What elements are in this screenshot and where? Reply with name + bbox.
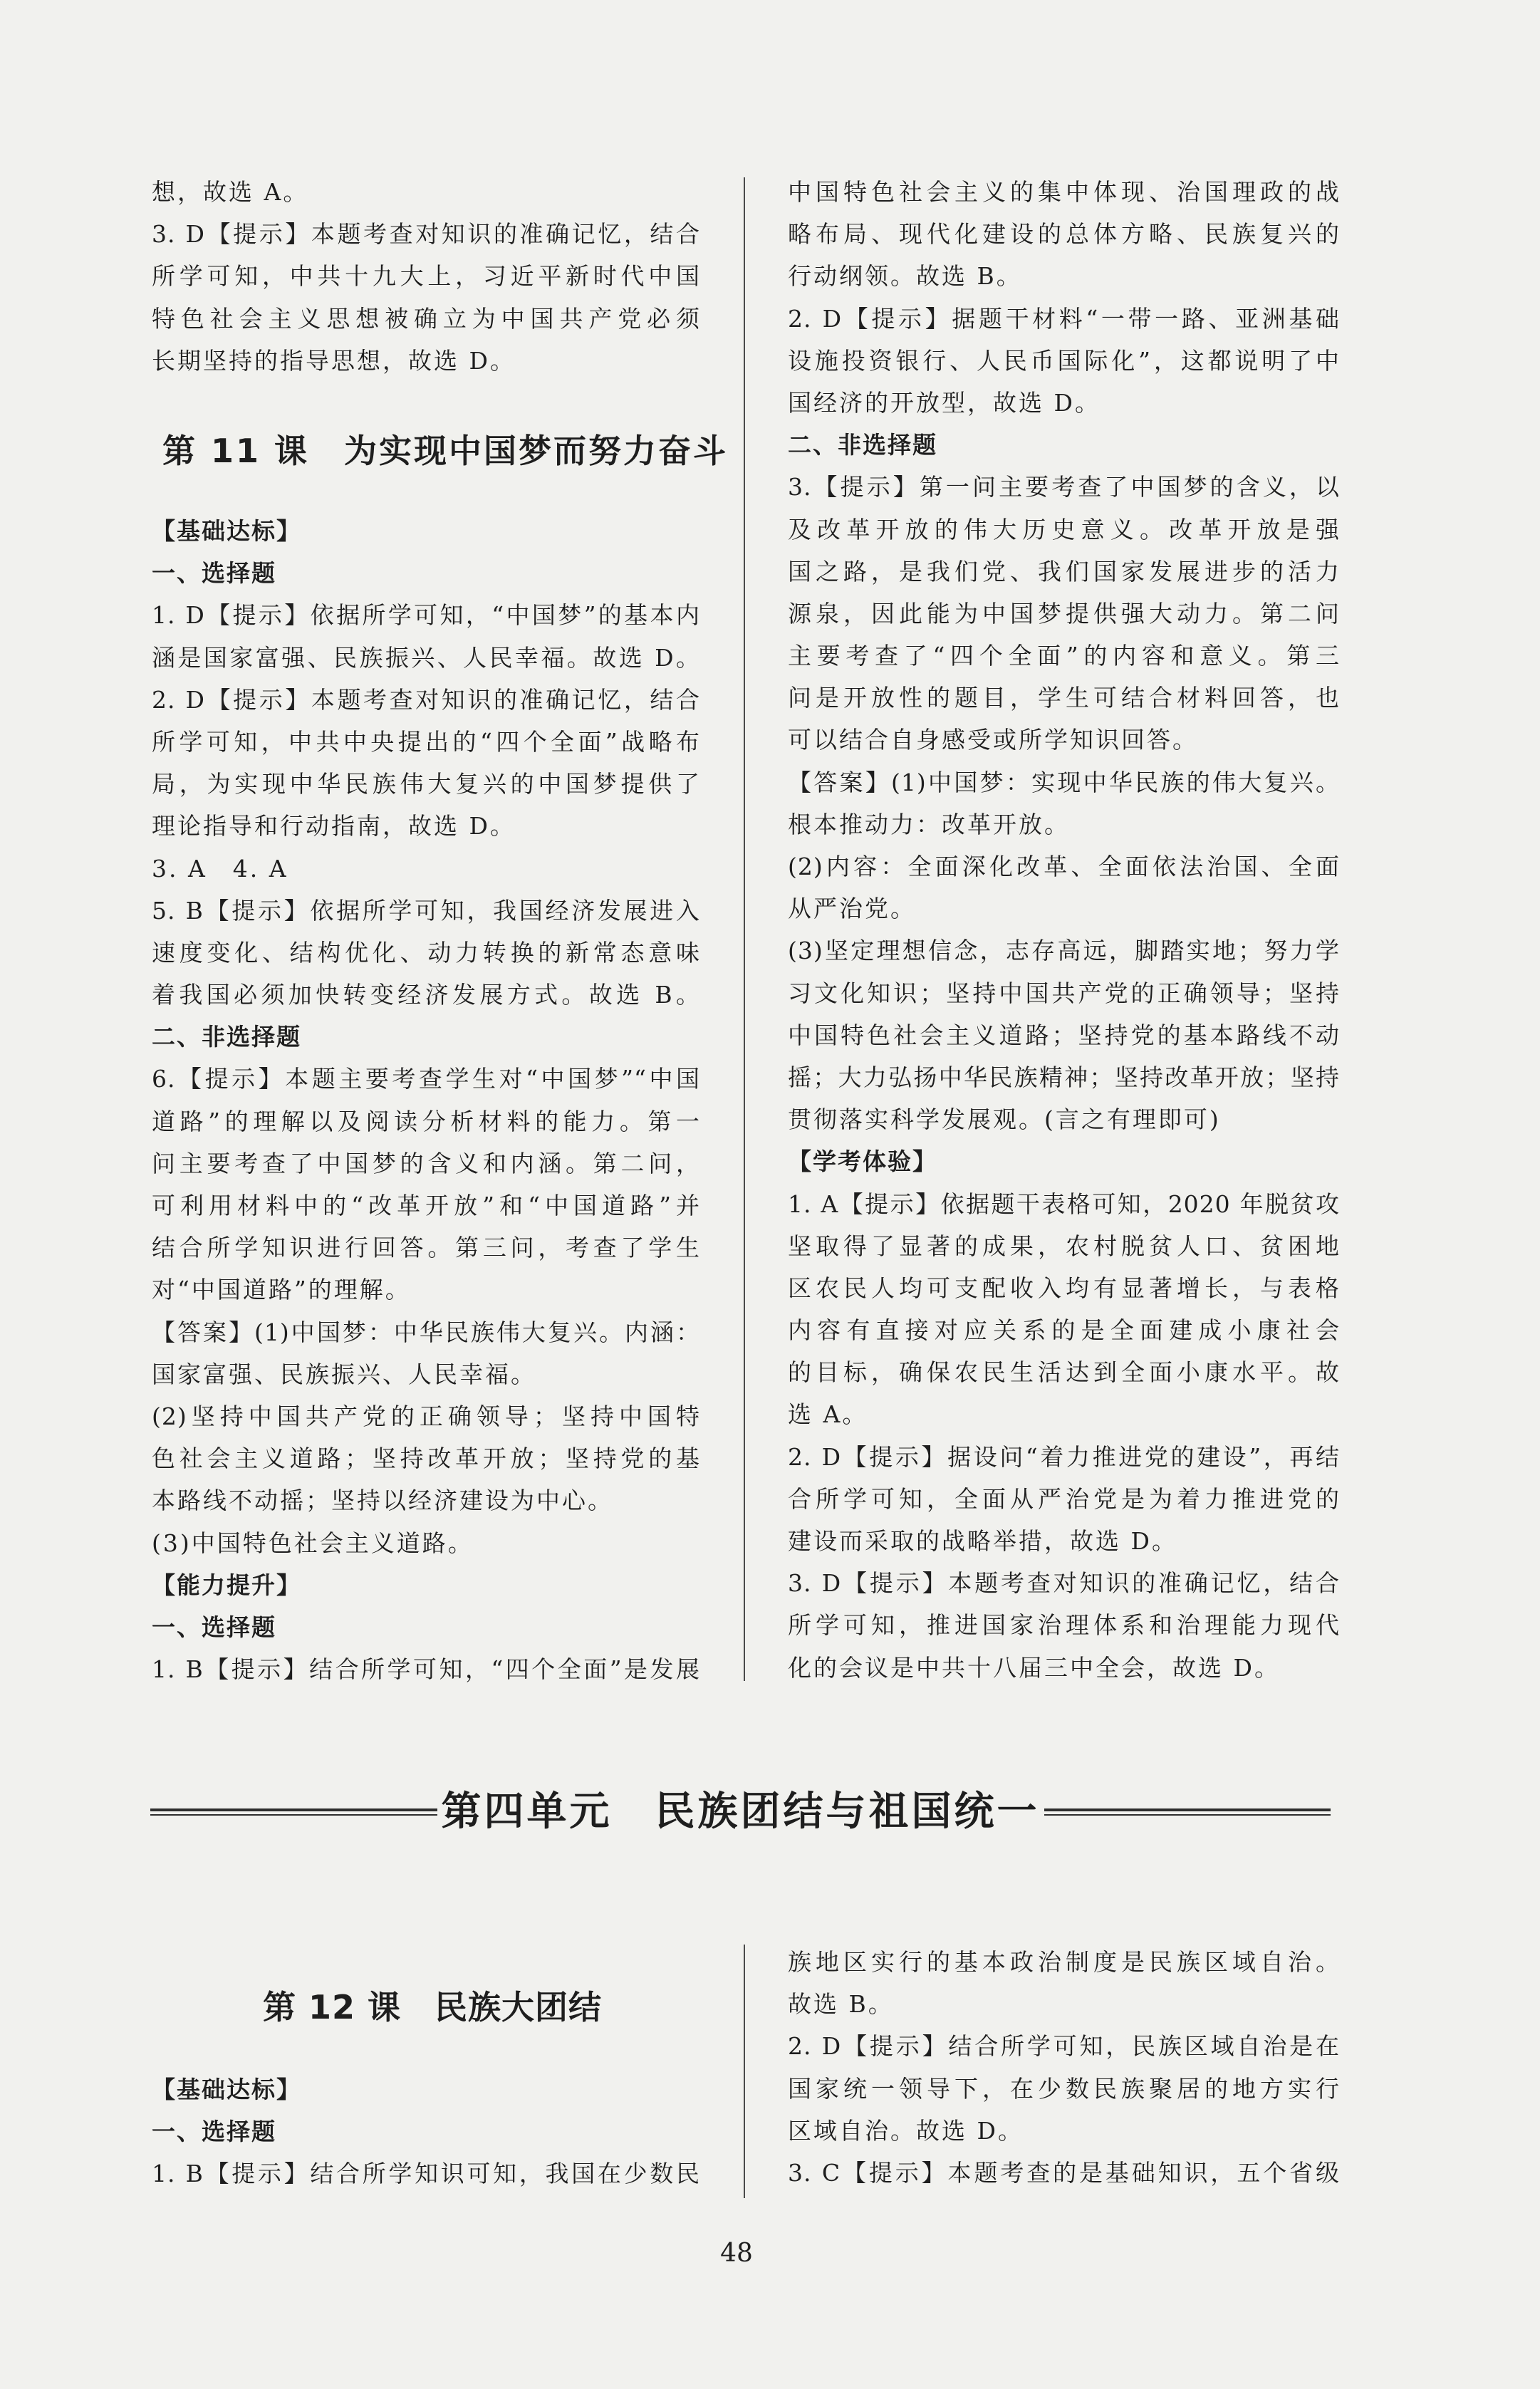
- answer-line: 所学可知，中共中央提出的“四个全面”战略布: [152, 727, 700, 756]
- answer-line: 3. D【提示】本题考查对知识的准确记忆，结合: [152, 220, 700, 249]
- top-left-column-continued: [152, 171, 700, 382]
- answer-line: 2. D【提示】据题干材料“一带一路、亚洲基础: [788, 304, 1340, 333]
- answer-line: 问是开放性的题目，学生可结合材料回答，也: [788, 684, 1340, 712]
- answer-line: 结合所学知识进行回答。第三问，考查了学生: [152, 1234, 700, 1262]
- answer-line: 根本推动力：改革开放。: [788, 810, 1070, 838]
- answer-line: (3)坚定理想信念，志存高远，脚踏实地；努力学: [788, 937, 1340, 965]
- answer-line: 习文化知识；坚持中国共产党的正确领导；坚持: [788, 979, 1340, 1007]
- answer-line: 选 A。: [788, 1400, 868, 1429]
- answer-line: 国经济的开放型，故选 D。: [788, 388, 1101, 417]
- answer-line: 建设而采取的战略举措，故选 D。: [788, 1527, 1177, 1555]
- answer-line: 贯彻落实科学发展观。(言之有理即可): [788, 1105, 1221, 1134]
- top-left-column-lesson-11: [152, 510, 700, 1690]
- answer-line: 国家富强、民族振兴、人民幸福。: [152, 1360, 536, 1388]
- column-divider: [744, 1945, 745, 2198]
- section-label: 一、选择题: [152, 559, 276, 588]
- top-right-column: [788, 171, 1340, 1689]
- answer-line: 1. D【提示】依据所学可知，“中国梦”的基本内: [152, 601, 700, 630]
- answer-line: 设施投资银行、人民币国际化”，这都说明了中: [788, 346, 1340, 375]
- answer-line: 国家统一领导下，在少数民族聚居的地方实行: [788, 2074, 1340, 2103]
- answer-line: 及改革开放的伟大历史意义。改革开放是强: [788, 515, 1340, 543]
- answer-line: 局，为实现中华民族伟大复兴的中国梦提供了: [152, 770, 700, 798]
- answer-line: 摇；大力弘扬中华民族精神；坚持改革开放；坚持: [788, 1063, 1340, 1091]
- answer-line: 涵是国家富强、民族振兴、人民幸福。故选 D。: [152, 643, 700, 672]
- answer-line: (2)内容：全面深化改革、全面依法治国、全面: [788, 853, 1340, 880]
- page-number: 48: [720, 2239, 753, 2268]
- unit-banner-title: 第四单元 民族团结与祖国统一: [441, 1789, 1040, 1835]
- answer-line: 所学可知，中共十九大上，习近平新时代中国: [152, 262, 700, 291]
- answer-line: 本路线不动摇；坚持以经济建设为中心。: [152, 1487, 613, 1515]
- answer-line: 源泉，因此能为中国梦提供强大动力。第二问: [788, 599, 1340, 628]
- answer-line: (2)坚持中国共产党的正确领导；坚持中国特: [152, 1402, 700, 1430]
- answer-line: 对“中国道路”的理解。: [152, 1276, 411, 1304]
- answer-line: 3.【提示】第一问主要考查了中国梦的含义，以: [788, 473, 1340, 501]
- answer-line: 的目标，确保农民生活达到全面小康水平。故: [788, 1358, 1340, 1387]
- section-label: 一、选择题: [152, 1613, 276, 1641]
- answer-line: 特色社会主义思想被确立为中国共产党必须: [152, 304, 700, 333]
- section-label: 【基础达标】: [152, 517, 301, 545]
- section-label: 【能力提升】: [152, 1571, 301, 1599]
- answer-line: 2. D【提示】结合所学可知，民族区域自治是在: [788, 2032, 1340, 2061]
- answer-line: 故选 B。: [788, 1990, 894, 2019]
- section-label: 一、选择题: [152, 2118, 276, 2146]
- answer-line: 从严治党。: [788, 895, 916, 923]
- answer-line: 2. D【提示】本题考查对知识的准确记忆，结合: [152, 685, 700, 714]
- answer-line: 6.【提示】本题主要考查学生对“中国梦”“中国: [152, 1065, 700, 1093]
- banner-rule-right: [1044, 1808, 1331, 1816]
- answer-line: 中国特色社会主义道路；坚持党的基本路线不动: [788, 1021, 1340, 1049]
- answer-line: 2. D【提示】据设问“着力推进党的建设”，再结: [788, 1442, 1340, 1471]
- banner-rule-left: [150, 1808, 437, 1816]
- answer-line: 想，故选 A。: [152, 178, 309, 206]
- answer-line: 内容有直接对应关系的是全面建成小康社会: [788, 1316, 1340, 1345]
- answer-line: 【答案】(1)中国梦：中华民族伟大复兴。内涵：: [152, 1318, 700, 1346]
- answer-line: 所学可知，推进国家治理体系和治理能力现代: [788, 1611, 1340, 1640]
- section-label: 二、非选择题: [152, 1023, 301, 1051]
- answer-line: 3. D【提示】本题考查对知识的准确记忆，结合: [788, 1569, 1340, 1598]
- bottom-left-column: [152, 2068, 700, 2195]
- answer-line: 3. A 4. A: [152, 854, 288, 883]
- answer-line: 主要考查了“四个全面”的内容和意义。第三: [788, 642, 1340, 670]
- answer-line: 5. B【提示】依据所学可知，我国经济发展进入: [152, 896, 700, 925]
- answer-line: 色社会主义道路；坚持改革开放；坚持党的基: [152, 1445, 700, 1473]
- answer-line: 坚取得了显著的成果，农村脱贫人口、贫困地: [788, 1232, 1340, 1260]
- column-divider: [744, 177, 745, 1681]
- answer-line: 道路”的理解以及阅读分析材料的能力。第一: [152, 1107, 700, 1135]
- answer-line: 【答案】(1)中国梦：实现中华民族的伟大复兴。: [788, 768, 1340, 796]
- answer-line: 长期坚持的指导思想，故选 D。: [152, 346, 516, 375]
- lesson-12-heading: 第 12 课 民族大团结: [263, 1988, 603, 2026]
- answer-line: 行动纲领。故选 B。: [788, 262, 1022, 291]
- answer-line: 可利用材料中的“改革开放”和“中国道路”并: [152, 1192, 700, 1219]
- section-label: 二、非选择题: [788, 431, 937, 459]
- answer-line: 问主要考查了中国梦的含义和内涵。第二问，: [152, 1149, 700, 1177]
- answer-line: 合所学可知，全面从严治党是为着力推进党的: [788, 1484, 1340, 1513]
- answer-line: 1. B【提示】结合所学可知，“四个全面”是发展: [152, 1655, 700, 1684]
- answer-line: 族地区实行的基本政治制度是民族区域自治。: [788, 1948, 1340, 1976]
- lesson-11-heading: 第 11 课 为实现中国梦而努力奋斗: [162, 432, 729, 470]
- unit-banner: [150, 1787, 1331, 1837]
- answer-line: 3. C【提示】本题考查的是基础知识，五个省级: [788, 2158, 1340, 2187]
- answer-line: 区域自治。故选 D。: [788, 2116, 1024, 2145]
- answer-line: (3)中国特色社会主义道路。: [152, 1529, 474, 1557]
- bottom-right-column: [788, 1941, 1340, 2194]
- answer-line: 速度变化、结构优化、动力转换的新常态意味: [152, 938, 700, 967]
- section-label: 【基础达标】: [152, 2076, 301, 2103]
- answer-line: 区农民人均可支配收入均有显著增长，与表格: [788, 1274, 1340, 1302]
- section-label: 【学考体验】: [788, 1147, 937, 1176]
- answer-line: 可以结合自身感受或所学知识回答。: [788, 726, 1198, 754]
- answer-line: 1. A【提示】依据题干表格可知，2020 年脱贫攻: [788, 1190, 1340, 1218]
- answer-line: 中国特色社会主义的集中体现、治国理政的战: [788, 178, 1340, 206]
- answer-line: 着我国必须加快转变经济发展方式。故选 B。: [152, 981, 700, 1009]
- answer-line: 国之路，是我们党、我们国家发展进步的活力: [788, 557, 1340, 585]
- answer-line: 化的会议是中共十八届三中全会，故选 D。: [788, 1653, 1280, 1682]
- answer-line: 1. B【提示】结合所学知识可知，我国在少数民: [152, 2160, 700, 2188]
- answer-line: 理论指导和行动指南，故选 D。: [152, 812, 516, 840]
- answer-line: 略布局、现代化建设的总体方略、民族复兴的: [788, 220, 1340, 249]
